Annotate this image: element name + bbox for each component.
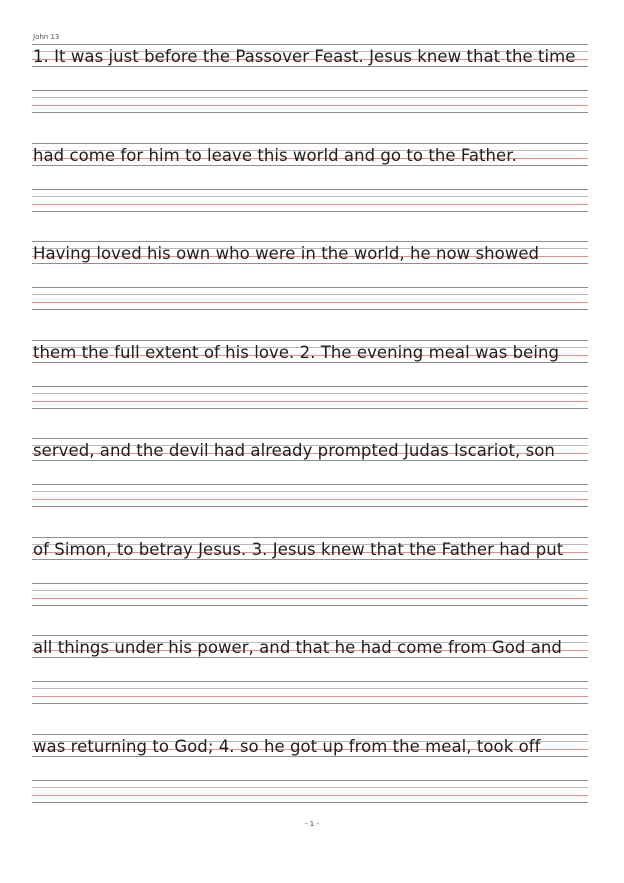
gray-guide-line — [32, 635, 588, 636]
gray-guide-line — [32, 143, 588, 144]
gray-guide-line — [32, 211, 588, 212]
gray-guide-line — [32, 780, 588, 781]
gray-guide-line — [32, 97, 588, 98]
gray-guide-line — [32, 393, 588, 394]
practice-line-block — [32, 44, 588, 119]
gray-guide-line — [32, 703, 588, 704]
gray-guide-line — [32, 90, 588, 91]
gray-guide-line — [32, 287, 588, 288]
gray-guide-line — [32, 506, 588, 507]
gray-guide-line — [32, 583, 588, 584]
red-guide-line — [32, 795, 588, 796]
gray-guide-line — [32, 294, 588, 295]
gray-guide-line — [32, 802, 588, 803]
tracing-text-line: of Simon, to betray Jesus. 3. Jesus knew that the Father had put — [33, 539, 564, 559]
gray-guide-line — [32, 787, 588, 788]
gray-guide-line — [32, 196, 588, 197]
practice-line-block — [32, 537, 588, 612]
gray-guide-line — [32, 112, 588, 113]
gray-guide-line — [32, 340, 588, 341]
tracing-text-line: Having loved his own who were in the world, he now showed — [33, 244, 540, 263]
red-guide-line — [32, 204, 588, 205]
gray-guide-line — [32, 408, 588, 409]
red-guide-line — [32, 401, 588, 402]
practice-line-block — [32, 734, 588, 809]
tracing-text-line: all things under his power, and that he had come from God and — [33, 638, 562, 657]
practice-line-block — [32, 340, 588, 415]
tracing-text-line: them the full extent of his love. 2. The evening meal was being — [33, 342, 560, 362]
tracing-text-line: served, and the devil had already prompted Judas Iscariot, son — [33, 441, 555, 460]
red-guide-line — [32, 105, 588, 106]
gray-guide-line — [32, 189, 588, 190]
practice-line-block — [32, 438, 588, 513]
tracing-text-line: 1. It was just before the Passover Feast. Jesus knew that the time — [33, 47, 576, 66]
page-number: - 1 - — [305, 820, 319, 828]
gray-guide-line — [32, 438, 588, 439]
gray-guide-line — [32, 688, 588, 689]
gray-guide-line — [32, 605, 588, 606]
gray-guide-line — [32, 590, 588, 591]
tracing-text-line: had come for him to leave this world and go to the Father. — [33, 145, 517, 165]
gray-guide-line — [32, 484, 588, 485]
page-header-title: John 13 — [33, 33, 60, 41]
red-guide-line — [32, 696, 588, 697]
gray-guide-line — [32, 386, 588, 387]
practice-line-block — [32, 241, 588, 316]
red-guide-line — [32, 302, 588, 303]
gray-guide-line — [32, 734, 588, 735]
gray-guide-line — [32, 491, 588, 492]
tracing-text-line: was returning to God; 4. so he got up from the meal, took off — [33, 736, 541, 756]
gray-guide-line — [32, 241, 588, 242]
gray-guide-line — [32, 681, 588, 682]
red-guide-line — [32, 598, 588, 599]
practice-line-block — [32, 143, 588, 218]
red-guide-line — [32, 499, 588, 500]
gray-guide-line — [32, 537, 588, 538]
gray-guide-line — [32, 44, 588, 45]
gray-guide-line — [32, 309, 588, 310]
practice-line-block — [32, 635, 588, 710]
